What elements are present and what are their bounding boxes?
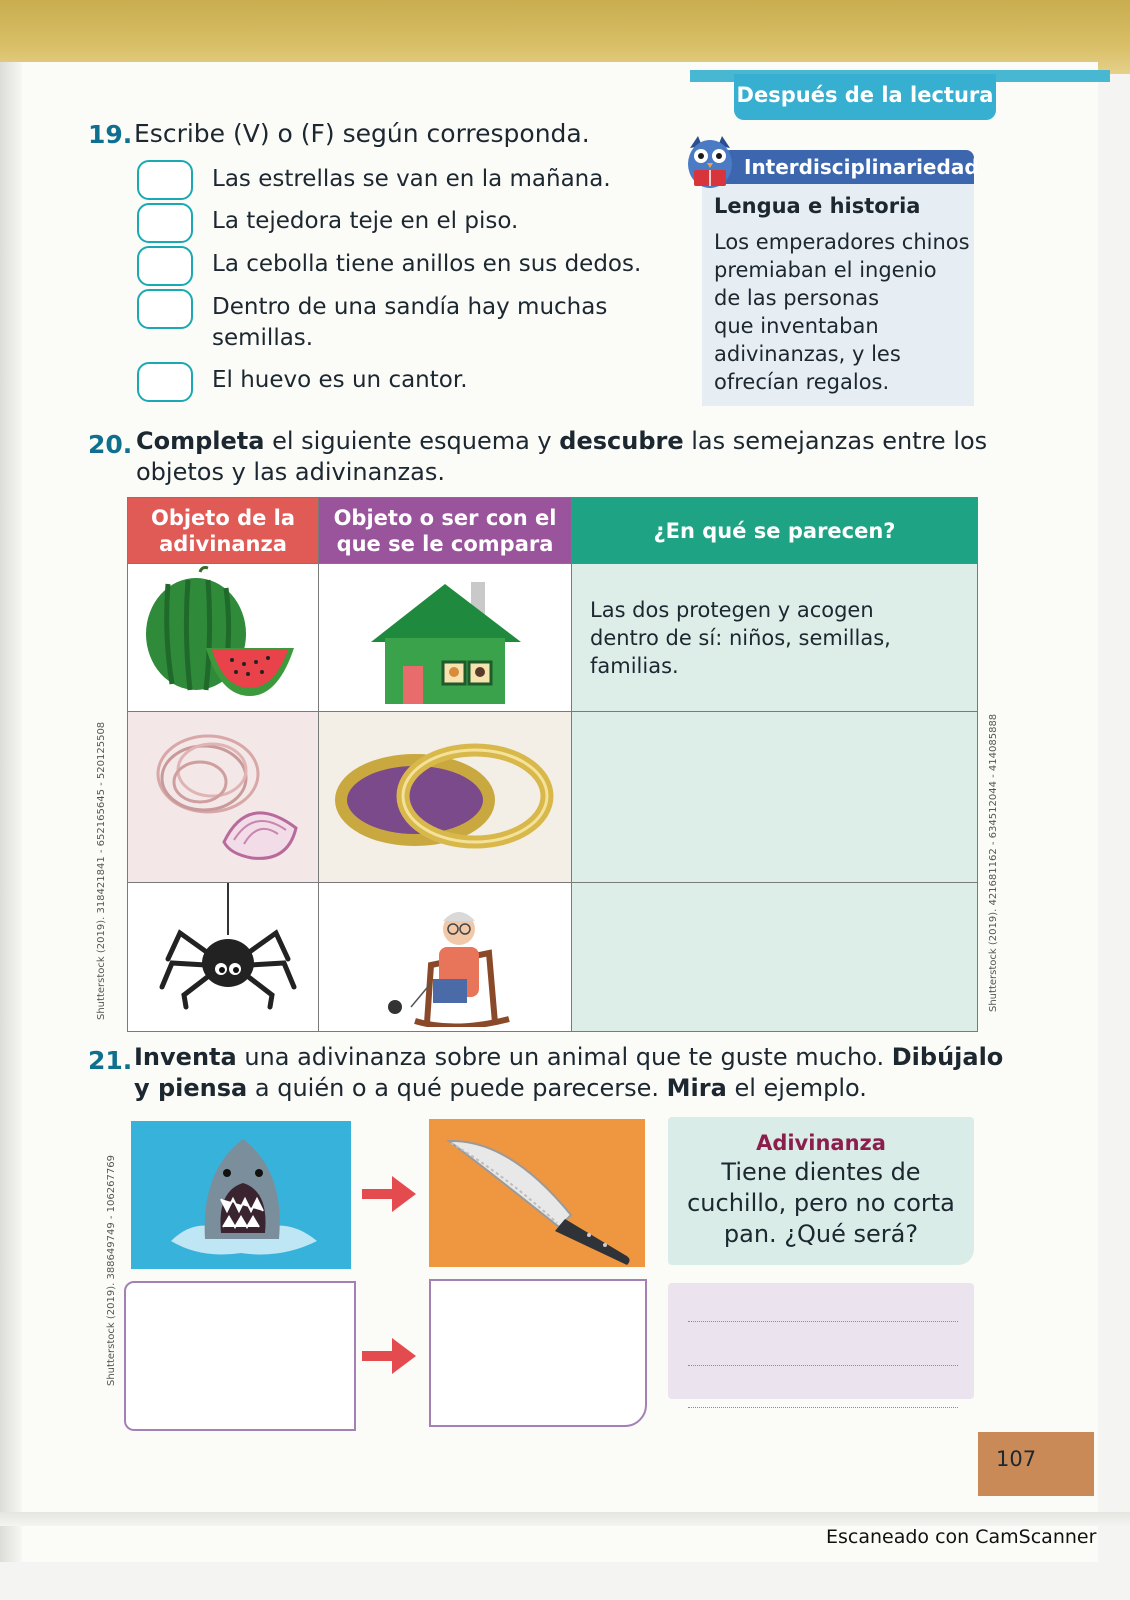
column-header-object <box>128 498 319 564</box>
sidebar-header: Interdisciplinariedad <box>722 150 974 184</box>
cell-grandma <box>319 883 572 1032</box>
keyword-descubre: descubre <box>559 427 684 455</box>
riddle-title: Adivinanza <box>756 1131 886 1155</box>
drawing-box-compared[interactable] <box>429 1279 647 1427</box>
answer-line: familias. <box>590 653 679 678</box>
owl-reading-icon <box>684 134 736 194</box>
exercise-19-instruction: Escribe (V) o (F) según corresponda. <box>134 119 590 148</box>
answer-cell-3[interactable] <box>572 883 978 1032</box>
drawing-box-animal[interactable] <box>124 1281 356 1431</box>
page-gutter <box>0 62 22 1562</box>
column-header-compared <box>319 498 572 564</box>
knife-image <box>429 1119 645 1267</box>
onion-rings-image <box>128 712 317 878</box>
exercise-21-number: 21. <box>88 1046 133 1075</box>
sidebar-title: Lengua e historia <box>714 194 921 218</box>
cell-watermelon <box>128 564 319 712</box>
answer-box-5[interactable] <box>137 362 193 402</box>
answer-line: dentro de sí: niños, semillas, <box>590 625 891 650</box>
exercise-20-instruction <box>136 426 987 488</box>
riddle-line: cuchillo, pero no corta <box>687 1189 955 1217</box>
section-tab: Después de la lectura <box>734 74 996 120</box>
answer-box-4[interactable] <box>137 289 193 329</box>
answer-line: Las dos protegen y acogen <box>590 597 874 622</box>
image-credit: Shutterstock (2019). 318421841 - 652165645 - 520125508 <box>96 721 107 1020</box>
statement-3: La cebolla tiene anillos en sus dedos. <box>212 251 642 277</box>
table-row <box>128 883 978 1032</box>
instruction-text: el ejemplo. <box>726 1074 867 1102</box>
riddle-text <box>668 1157 974 1250</box>
house-image <box>319 564 570 707</box>
statement-5: El huevo es un cantor. <box>212 367 468 393</box>
header-line: Objeto o ser con el <box>333 505 557 530</box>
writing-line <box>688 1407 958 1408</box>
image-credit: Shutterstock (2019). 421681162 - 634512044 - 414085888 <box>988 713 999 1012</box>
sidebar-line: de las personas <box>714 286 880 310</box>
keyword-mira: Mira <box>666 1074 727 1102</box>
watermelon-image <box>128 564 317 707</box>
writing-line <box>688 1321 958 1322</box>
image-credit: Shutterstock (2019). 388649749 - 106267769 <box>106 1155 117 1386</box>
cell-spider <box>128 883 319 1032</box>
table-row <box>128 564 978 712</box>
keyword-completa: Completa <box>136 427 265 455</box>
statement-2: La tejedora teje en el piso. <box>212 208 519 234</box>
table-row <box>128 712 978 883</box>
header-line: adivinanza <box>159 531 287 556</box>
instruction-text: las semejanzas entre los <box>683 427 988 455</box>
cell-rings <box>319 712 572 883</box>
statement-4-line-1: Dentro de una sandía hay muchas <box>212 294 608 320</box>
answer-box-3[interactable] <box>137 246 193 286</box>
keyword-inventa: Inventa <box>134 1043 237 1071</box>
answer-cell-2[interactable] <box>572 712 978 883</box>
sidebar-line: que inventaban <box>714 314 879 338</box>
sidebar-body <box>714 228 974 396</box>
wedding-rings-image <box>319 712 570 878</box>
arrow-right-icon <box>362 1174 418 1214</box>
page-bottom-edge <box>0 1512 1130 1526</box>
cell-house <box>319 564 572 712</box>
knitting-grandma-image <box>319 883 570 1027</box>
answer-cell-1[interactable] <box>572 564 978 712</box>
comparison-table <box>127 497 978 1032</box>
statement-1: Las estrellas se van en la mañana. <box>212 166 611 192</box>
page-number: 107 <box>996 1447 1037 1471</box>
spider-image <box>128 883 317 1027</box>
cell-onion <box>128 712 319 883</box>
keyword-piensa: y piensa <box>134 1074 248 1102</box>
header-line: ¿En qué se parecen? <box>653 518 896 543</box>
column-header-similarity <box>572 498 978 564</box>
shark-image <box>131 1121 351 1269</box>
statement-4-line-2: semillas. <box>212 325 314 351</box>
riddle-writing-box[interactable] <box>668 1283 974 1399</box>
answer-box-1[interactable] <box>137 160 193 200</box>
riddle-line: Tiene dientes de <box>721 1158 921 1186</box>
keyword-dibujalo: Dibújalo <box>891 1043 1004 1071</box>
writing-line <box>688 1365 958 1366</box>
scanner-watermark: Escaneado con CamScanner <box>826 1526 1097 1548</box>
instruction-text: una adivinanza sobre un animal que te guste mucho. <box>236 1043 892 1071</box>
sidebar-line: Los emperadores chinos <box>714 230 970 254</box>
sidebar-line: adivinanzas, y les <box>714 342 901 366</box>
exercise-21-instruction <box>134 1042 1003 1104</box>
exercise-20-number: 20. <box>88 430 133 459</box>
statement-4 <box>212 292 607 354</box>
header-line: Objeto de la <box>150 505 296 530</box>
sidebar-line: ofrecían regalos. <box>714 370 890 394</box>
exercise-19-number: 19. <box>88 120 133 149</box>
arrow-right-icon <box>362 1336 418 1376</box>
instruction-line-2: objetos y las adivinanzas. <box>136 458 445 486</box>
riddle-example-box <box>668 1117 974 1265</box>
instruction-text: a quién o a qué puede parecerse. <box>247 1074 667 1102</box>
answer-box-2[interactable] <box>137 203 193 243</box>
header-line: que se le compara <box>336 531 554 556</box>
riddle-line: pan. ¿Qué será? <box>723 1220 919 1248</box>
table-header-row <box>128 498 978 564</box>
sidebar-line: premiaban el ingenio <box>714 258 937 282</box>
instruction-text: el siguiente esquema y <box>264 427 560 455</box>
